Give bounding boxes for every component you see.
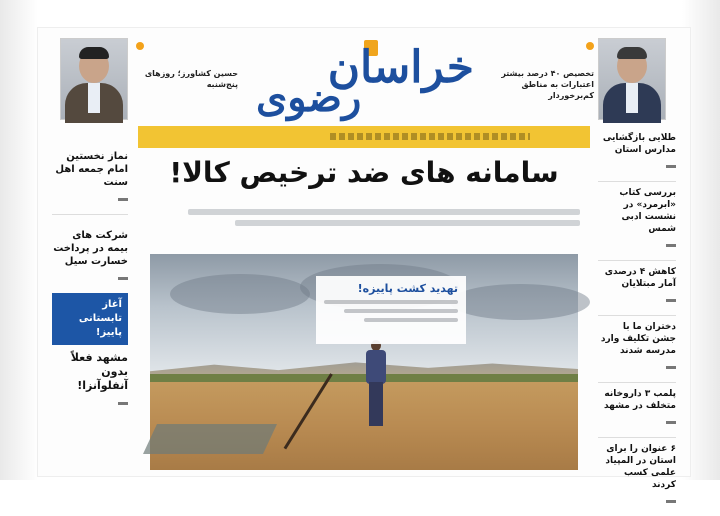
caption-title: تهدید کشت پاییزه! bbox=[357, 282, 458, 295]
news-title: دختران ما با جشن تکلیف وارد مدرسه شدند bbox=[600, 322, 676, 356]
farmer-figure bbox=[364, 340, 388, 428]
main-photo bbox=[150, 254, 578, 470]
date-bar bbox=[138, 126, 590, 148]
left-news-column bbox=[52, 132, 128, 418]
news-item bbox=[598, 388, 676, 431]
main-headline: سامانه های ضد ترخیص کالا! bbox=[169, 156, 559, 189]
masthead-teaser-left bbox=[130, 50, 238, 90]
portrait-photo-right bbox=[598, 38, 666, 120]
news-title: کاهش ۴ درصدی آمار مبتلایان bbox=[604, 267, 676, 289]
news-title: پلمب ۳ داروخانه متخلف در مشهد bbox=[603, 389, 676, 411]
teaser-title: حسین کشاورز؛ روز‌های پنج‌شنبه bbox=[144, 69, 238, 89]
news-item bbox=[52, 150, 128, 208]
bullet-icon bbox=[136, 42, 144, 50]
right-news-column bbox=[598, 132, 676, 516]
page-edge-shadow-left bbox=[0, 0, 38, 480]
news-title: ۶ عنوان را برای استان در المپیاد علمی کسب کردند bbox=[605, 444, 676, 490]
news-title: بررسی کتاب «ابرمرد» در نشست ادبی شمس bbox=[619, 188, 676, 234]
news-item bbox=[598, 132, 676, 175]
teaser-title: تخصیص ۴۰ درصد بیشتر اعتبارات به مناطق کم‌برخوردار bbox=[501, 69, 594, 100]
newspaper-logo bbox=[250, 36, 490, 120]
news-title: مشهد فعلاً بدون آنفلوآنزا! bbox=[70, 351, 128, 392]
lead-paragraph bbox=[188, 204, 580, 231]
highlight-box: آغاز تابستانی پاییز! bbox=[52, 293, 128, 345]
news-title: نماز نخستین امام جمعه اهل سنت bbox=[55, 151, 128, 188]
photo-caption-box bbox=[316, 276, 466, 344]
logo-word-2: رضوی bbox=[256, 74, 362, 121]
masthead bbox=[38, 28, 690, 126]
logo-word-1: خراسان bbox=[327, 42, 474, 93]
news-item bbox=[598, 266, 676, 309]
news-item bbox=[52, 351, 128, 412]
news-item bbox=[598, 443, 676, 510]
newspaper-front-page bbox=[38, 28, 690, 490]
news-item bbox=[598, 187, 676, 254]
bullet-icon bbox=[586, 42, 594, 50]
news-item bbox=[52, 220, 128, 287]
masthead-teaser-right bbox=[486, 50, 594, 101]
news-title: شرکت های بیمه در پرداخت خسارت سیل bbox=[53, 230, 128, 267]
portrait-photo-left bbox=[60, 38, 128, 120]
news-item bbox=[598, 321, 676, 376]
date-text-illegible bbox=[330, 133, 530, 140]
news-title: طلایی بازگشایی مدارس استان bbox=[602, 133, 676, 155]
